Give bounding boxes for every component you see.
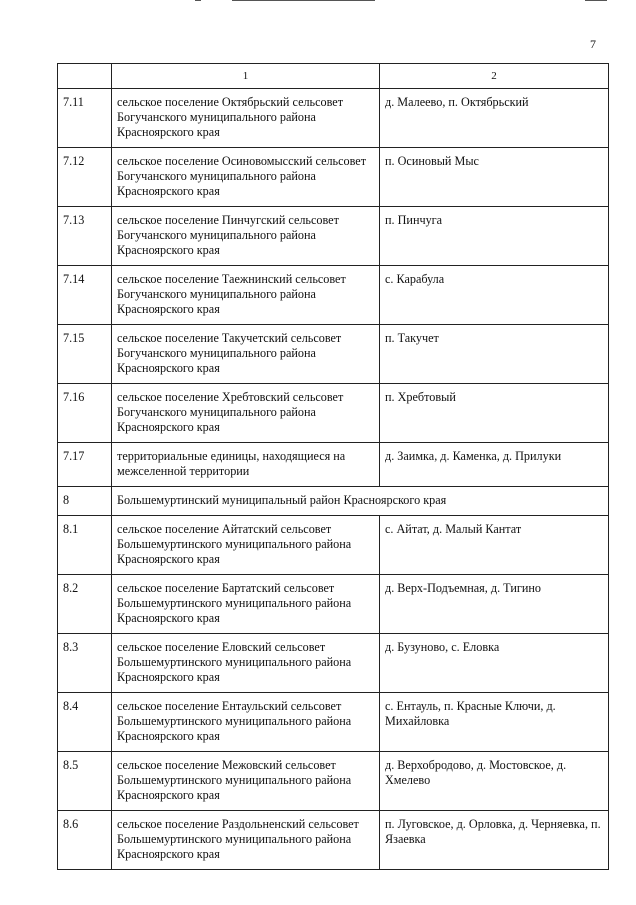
settlements-list: д. Бузуново, с. Еловка bbox=[380, 634, 609, 693]
municipality-name: сельское поселение Айтатский сельсовет Большемуртинского муниципального района Красноярского края bbox=[112, 516, 380, 575]
settlements-list: п. Пинчуга bbox=[380, 207, 609, 266]
settlements-list: с. Карабула bbox=[380, 266, 609, 325]
settlements-list: д. Малеево, п. Октябрьский bbox=[380, 89, 609, 148]
row-number: 8.4 bbox=[58, 693, 112, 752]
municipality-name: сельское поселение Хребтовский сельсовет Богучанского муниципального района Красноярского края bbox=[112, 384, 380, 443]
municipality-name: сельское поселение Такучетский сельсовет Богучанского муниципального района Красноярского края bbox=[112, 325, 380, 384]
header-cell: 2 bbox=[380, 64, 609, 89]
page-number: 7 bbox=[590, 37, 596, 51]
row-number: 7.13 bbox=[58, 207, 112, 266]
table-row bbox=[58, 325, 609, 384]
table-row bbox=[58, 89, 609, 148]
row-number: 7.17 bbox=[58, 443, 112, 487]
municipality-name: сельское поселение Раздольненский сельсовет Большемуртинского муниципального района Красноярского края bbox=[112, 811, 380, 870]
municipality-name: сельское поселение Межовский сельсовет Большемуртинского муниципального района Красноярского края bbox=[112, 752, 380, 811]
header-cell: 1 bbox=[112, 64, 380, 89]
row-number: 7.16 bbox=[58, 384, 112, 443]
settlements-list: п. Осиновый Мыс bbox=[380, 148, 609, 207]
row-number: 7.15 bbox=[58, 325, 112, 384]
municipality-name: сельское поселение Ентаульский сельсовет Большемуртинского муниципального района Красноярского края bbox=[112, 693, 380, 752]
section-title: Большемуртинский муниципальный район Красноярского края bbox=[112, 487, 609, 516]
row-number: 7.12 bbox=[58, 148, 112, 207]
settlements-list: п. Хребтовый bbox=[380, 384, 609, 443]
settlements-list: д. Заимка, д. Каменка, д. Прилуки bbox=[380, 443, 609, 487]
row-number: 8.5 bbox=[58, 752, 112, 811]
scan-artifact-line bbox=[195, 0, 201, 1]
table-header-row bbox=[58, 64, 609, 89]
row-number: 8.1 bbox=[58, 516, 112, 575]
table-row bbox=[58, 693, 609, 752]
row-number: 7.11 bbox=[58, 89, 112, 148]
settlements-list: п. Такучет bbox=[380, 325, 609, 384]
table-row bbox=[58, 266, 609, 325]
municipality-name: сельское поселение Осиновомысский сельсовет Богучанского муниципального района Красноярского края bbox=[112, 148, 380, 207]
table-row bbox=[58, 207, 609, 266]
settlements-list: д. Верхобродово, д. Мостовское, д. Хмелево bbox=[380, 752, 609, 811]
table-row bbox=[58, 516, 609, 575]
table-row bbox=[58, 443, 609, 487]
table-row bbox=[58, 575, 609, 634]
settlements-list: д. Верх-Подъемная, д. Тигино bbox=[380, 575, 609, 634]
settlements-table bbox=[57, 63, 609, 870]
table-row bbox=[58, 752, 609, 811]
settlements-list: с. Ентауль, п. Красные Ключи, д. Михайловка bbox=[380, 693, 609, 752]
section-row bbox=[58, 487, 609, 516]
row-number: 8.2 bbox=[58, 575, 112, 634]
municipality-name: сельское поселение Еловский сельсовет Большемуртинского муниципального района Красноярского края bbox=[112, 634, 380, 693]
scan-artifact-line bbox=[232, 0, 375, 1]
table-row bbox=[58, 384, 609, 443]
section-number: 8 bbox=[58, 487, 112, 516]
table-row bbox=[58, 811, 609, 870]
table-row bbox=[58, 634, 609, 693]
row-number: 8.6 bbox=[58, 811, 112, 870]
row-number: 7.14 bbox=[58, 266, 112, 325]
settlements-list: п. Луговское, д. Орловка, д. Черняевка, п. Язаевка bbox=[380, 811, 609, 870]
settlements-list: с. Айтат, д. Малый Кантат bbox=[380, 516, 609, 575]
municipality-name: сельское поселение Пинчугский сельсовет Богучанского муниципального района Красноярского края bbox=[112, 207, 380, 266]
municipality-name: сельское поселение Таежнинский сельсовет Богучанского муниципального района Красноярского края bbox=[112, 266, 380, 325]
row-number: 8.3 bbox=[58, 634, 112, 693]
municipality-name: сельское поселение Октябрьский сельсовет Богучанского муниципального района Красноярского края bbox=[112, 89, 380, 148]
municipality-name: сельское поселение Бартатский сельсовет Большемуртинского муниципального района Красноярского края bbox=[112, 575, 380, 634]
municipality-name: территориальные единицы, находящиеся на межселенной территории bbox=[112, 443, 380, 487]
scan-artifact-line bbox=[585, 0, 607, 1]
table-row bbox=[58, 148, 609, 207]
header-cell bbox=[58, 64, 112, 89]
